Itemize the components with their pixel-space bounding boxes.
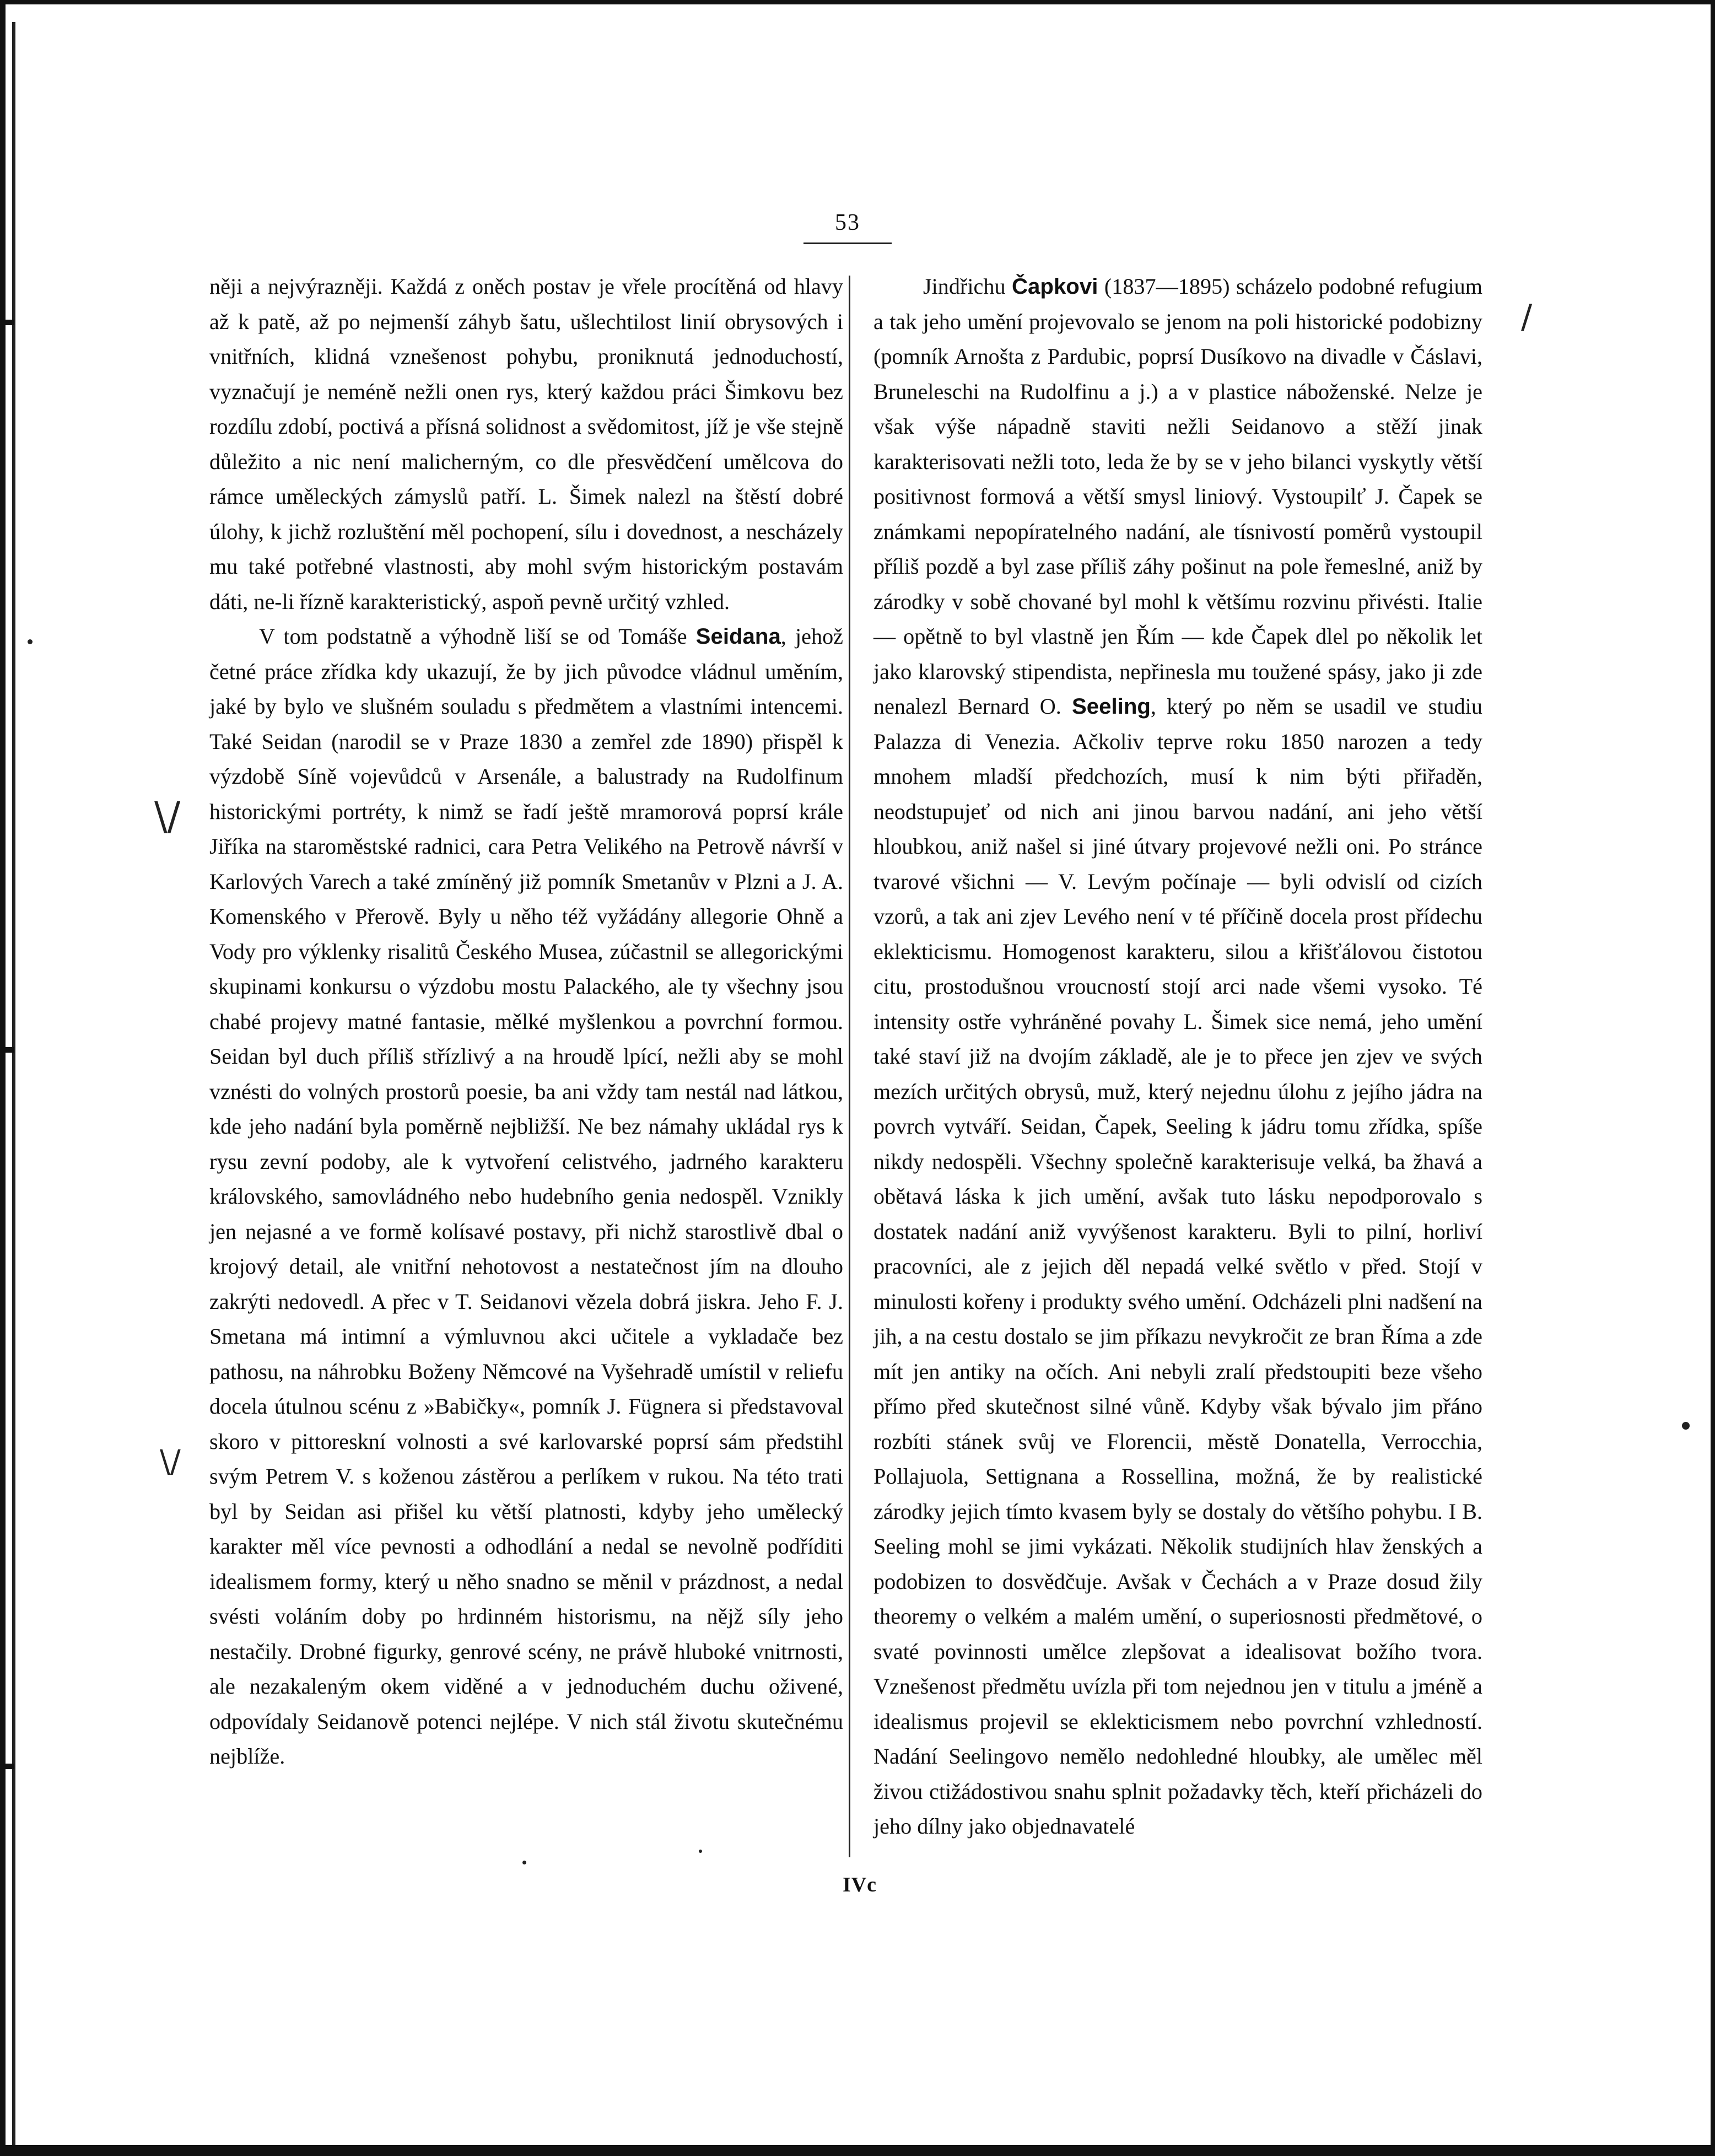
left-paragraph-2 [209, 619, 843, 1774]
right-paragraph-1-mid: (1837—1895) scházelo podobné refugium a tak jeho umění projevovalo se jenom na poli historické podobizny (pomník Arnošta z Pardubic, poprsí Dusíkovo na divadle v Čáslavi, Bruneleschi na Rudolfinu a j.) a v plastice náboženské. Nelze je však výše nápadně staviti nežli Seidanovo a stěží jinak karakterisovati nežli toto, leda že by se v jeho bilanci vyskytly větší positivnost formová a větší smysl liniový. Vystoupilť J. Čapek se známkami nepopíratelného nadání, ale tísnivostí poměrů vystoupil příliš pozdě a byl zase příliš záhy pošinut na pole řemeslné, aniž by zárodky v sobě chované byl mohl k většímu rozvinu přivésti. Italie — opětně to byl vlastně jen Řím — kde Čapek dlel po několik let jako klarovský stipendista, nepřinesla mu toužené spásy, jako ji zde nenalezl Bernard O. [873, 274, 1482, 719]
scan-frame-top [0, 0, 1715, 4]
printer-signature: IVc [842, 1873, 877, 1896]
page-number-rule [803, 242, 892, 244]
left-column [209, 269, 843, 1774]
column-divider [849, 276, 850, 1857]
scan-speck [28, 639, 33, 644]
scan-speck [522, 1861, 526, 1864]
scan-speck [1682, 1422, 1690, 1430]
name-capek: Čapkovi [1012, 274, 1098, 299]
right-column [873, 269, 1482, 1844]
right-paragraph-1-body: , který po něm se usadil ve studiu Palazza di Venezia. Ačkoliv teprve roku 1850 narozen a tedy mnohem mladší předchozích, musí k nim býti přiřaděn, neodstupujeť od nich ani jinou barvou nadání, ani jeho větší hloubkou, aniž našel si jiné útvary projevové nežli oni. Po stránce tvarové všichni — V. Levým počínaje — byli odvislí od cizích vzorů, a tak ani zjev Levého není v té příčině docela prost přídechu eklekticismu. Homogenost karakteru, silou a křišťálovou čistotou citu, prostodušnou vroucností stojí arci nade všemi vysoko. Té intensity ostře vyhráněné povahy L. Šimek sice nemá, jeho umění také staví již na dvojím základě, ale je to přece jen zjev ve svých mezích určitých obrysů, muž, který nejednu úlohu z jejího jádra na povrch vytváří. Seidan, Čapek, Seeling k jádru tomu zřídka, spíše nikdy nedospěli. Všechny společně karakterisuje velká, ba žhavá a obětavá láska k jich umění, avšak tuto lásku nepodporovalo s dostatek nadání aniž vyvýšenost karakteru. Byli to pilní, horliví pracovníci, ale z jejich děl nepadá velké světlo v před. Stojí v minulosti kořeny i produkty svého umění. Odcházeli plni nadšení na jih, a na cestu dostalo se jim příkazu nevykročit ze bran Říma a zde mít jen antiky na očích. Ani nebyli zralí předstoupiti beze všeho přímo před skutečnost silné vůně. Kdyby však bývalo jim přáno rozbíti stánek svůj ve Florencii, městě Donatella, Verrocchia, Pollajuola, Settignana a Rossellina, možná, že by realistické zárodky jejich tímto kvasem byly se dostaly do většího pohybu. I B. Seeling mohl se jimi vykázati. Několik studijních hlav ženských a podobizen to dosvědčuje. Avšak v Čechách a v Praze dosud žily theoremy o velkém a malém umění, o superiosnosti předmětové, o svaté povinnosti umělce zlepšovat a idealisovat božího tvora. Vznešenost předmětu uvízla při tom nejednou jen v titulu a jméně a idealismus projevil se eklekticismem nebo povrchní vzhledností. Nadání Seelingovo nemělo nedohledné hloubky, ale umělec měl živou ctižádostivou snahu splnit požadavky těch, kteří přicházeli do jeho dílny jako objednavatelé [873, 694, 1482, 1839]
name-seidan: Seidana [695, 624, 781, 649]
binding-tick [2, 1047, 14, 1053]
left-paragraph-1: něji a nejvýrazněji. Každá z oněch postav je vřele procítěná od hlavy až k patě, až po nejmenší záhyb šatu, ušlechtilost linií obrysových i vnitřních, klidná vznešenost pohybu, proniknutá jednoduchostí, vyznačují je neméně nežli onen rys, který každou práci Šimkovu bez rozdílu zdobí, poctivá a přísná solidnost a svědomitost, jíž je vše stejně důležito a nic není malicherným, co dle přesvědčení umělcova do rámce uměleckých zámyslů patří. L. Šimek nalezl na štěstí dobré úlohy, k jichž rozluštění měl pochopení, sílu i dovednost, a nescházely mu také potřebné vlastnosti, aby mohl svým historickým postavám dáti, ne-li řízně karakteristický, aspoň pevně určitý vzhled. [209, 274, 843, 614]
binding-tick [2, 1764, 14, 1769]
left-paragraph-2-body: , jehož četné práce zřídka kdy ukazují, že by jich původce vládnul uměním, jaké by bylo ve slušném souladu s předmětem a vlastními intencemi. Také Seidan (narodil se v Praze 1830 a zemřel zde 1890) přispěl k výzdobě Síně vojevůdců v Arsenále, a balustrady na Rudolfinum historickými portréty, k nimž se řadí ještě mramorová poprsí krále Jiříka na staroměstské radnici, cara Petra Velikého na Petrově návrší v Karlových Varech a také zmíněný již pomník Smetanův v Plzni a J. A. Komenského v Přerově. Byly u něho též vyžádány allegorie Ohně a Vody pro výklenky risalitů Českého Musea, zúčastnil se allegorickými skupinami konkursu o výzdobu mostu Palackého, ale ty všechny jsou chabé projevy matné fantasie, mělké myšlenkou a povrchní formou. Seidan byl duch příliš střízlivý a na hroudě lpící, nežli aby se mohl vznésti do volných prostorů poesie, ba ani vždy tam nestál nad látkou, kde jeho nadání byla poměrně nejbližší. Ne bez námahy ukládal rys k rysu zevní podoby, ale k vytvoření celistvého, jadrného karakteru královského, samovládného nebo hudebního genia nedospěl. Vznikly jen nejasné a ve formě kolísavé postavy, při nichž starostlivě dbal o krojový detail, ale vnitřní nehotovost a nestatečnost jím na dlouho zakrýti nedovedl. A přec v T. Seidanovi vězela dobrá jiskra. Jeho F. J. Smetana má intimní a výmluvnou akci učitele a vykladače bez pathosu, na náhrobku Boženy Němcové na Vyšehradě umístil v reliefu docela útulnou scénu z »Babičky«, pomník J. Fügnera si představoval skoro v pittoreskní volnosti a své karlovarské poprsí sám předstihl svým Petrem V. s koženou zástěrou a perlíkem v rukou. Na této trati byl by Seidan asi přišel ku větší platnosti, kdyby jeho umělecký karakter měl více pevnosti a odhodlání a nedal se nevolně podříditi idealismem formy, který u něho snadno se měnil v prázdnost, a nedal svésti voláním doby po hrdinném historismu, na nějž síly jeho nestačily. Drobné figurky, genrové scény, ne právě hluboké vnitrnosti, ale nezakaleným okem viděné a v jednoduchém duchu oživené, odpovídaly Seidanově potenci nejlépe. V nich stál životu skutečnému nejblíže. [209, 624, 843, 1769]
scan-frame-right [1711, 0, 1715, 2156]
right-paragraph-1 [873, 269, 1482, 1844]
right-paragraph-1-lead: Jindřichu [923, 274, 1012, 299]
margin-pencil-mark: / [1521, 298, 1533, 336]
left-paragraph-2-lead: V tom podstatně a výhodně liší se od Tomáše [259, 624, 696, 649]
margin-check-mark: \/ [160, 1444, 181, 1480]
page-number: 53 [835, 210, 860, 235]
binding-tick [2, 320, 14, 325]
scan-frame-left-inner [12, 22, 15, 2156]
name-seeling: Seeling [1071, 694, 1151, 719]
scan-frame-bottom [0, 2145, 1715, 2156]
scan-speck [699, 1850, 702, 1853]
margin-check-mark: \/ [154, 794, 181, 839]
